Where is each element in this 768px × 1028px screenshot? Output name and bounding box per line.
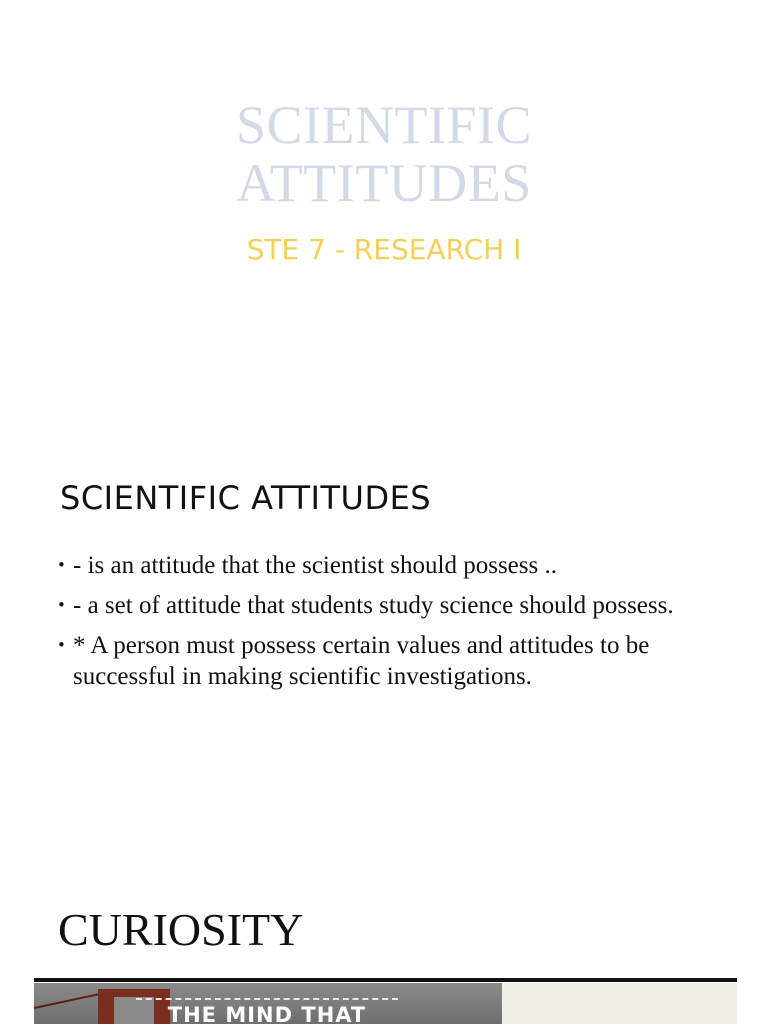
bridge-cable: [34, 992, 103, 1009]
bullet-dot-icon: •: [57, 636, 66, 654]
curiosity-heading: CURIOSITY: [58, 904, 304, 955]
bullet-text: - a set of attitude that students study science should possess.: [73, 592, 674, 619]
presentation-title: [0, 96, 768, 212]
bullet-item: [56, 630, 716, 692]
presentation-subtitle: STE 7 - RESEARCH I: [246, 233, 522, 266]
curiosity-slide: [0, 880, 768, 1027]
bullet-text: - is an attitude that the scientist should possess ..: [73, 552, 557, 579]
bullet-item: [56, 550, 716, 581]
definition-bullet-list: [56, 550, 716, 701]
definition-slide: [0, 470, 768, 870]
right-photo: [502, 983, 737, 1024]
bullet-text: * A person must possess certain values and attitudes to be successful in making scientific investigations.: [73, 632, 650, 690]
bullet-dot-icon: •: [57, 556, 66, 574]
definition-heading: SCIENTIFIC ATTITUDES: [60, 479, 432, 517]
title-line-1: SCIENTIFIC: [235, 95, 532, 155]
divider-line: [34, 978, 737, 982]
title-slide: [0, 0, 768, 440]
bullet-item: [56, 590, 716, 621]
title-line-2: ATTITUDES: [236, 153, 532, 213]
bullet-dot-icon: •: [57, 596, 66, 614]
poster-caption: THE MIND THAT: [167, 1003, 367, 1027]
